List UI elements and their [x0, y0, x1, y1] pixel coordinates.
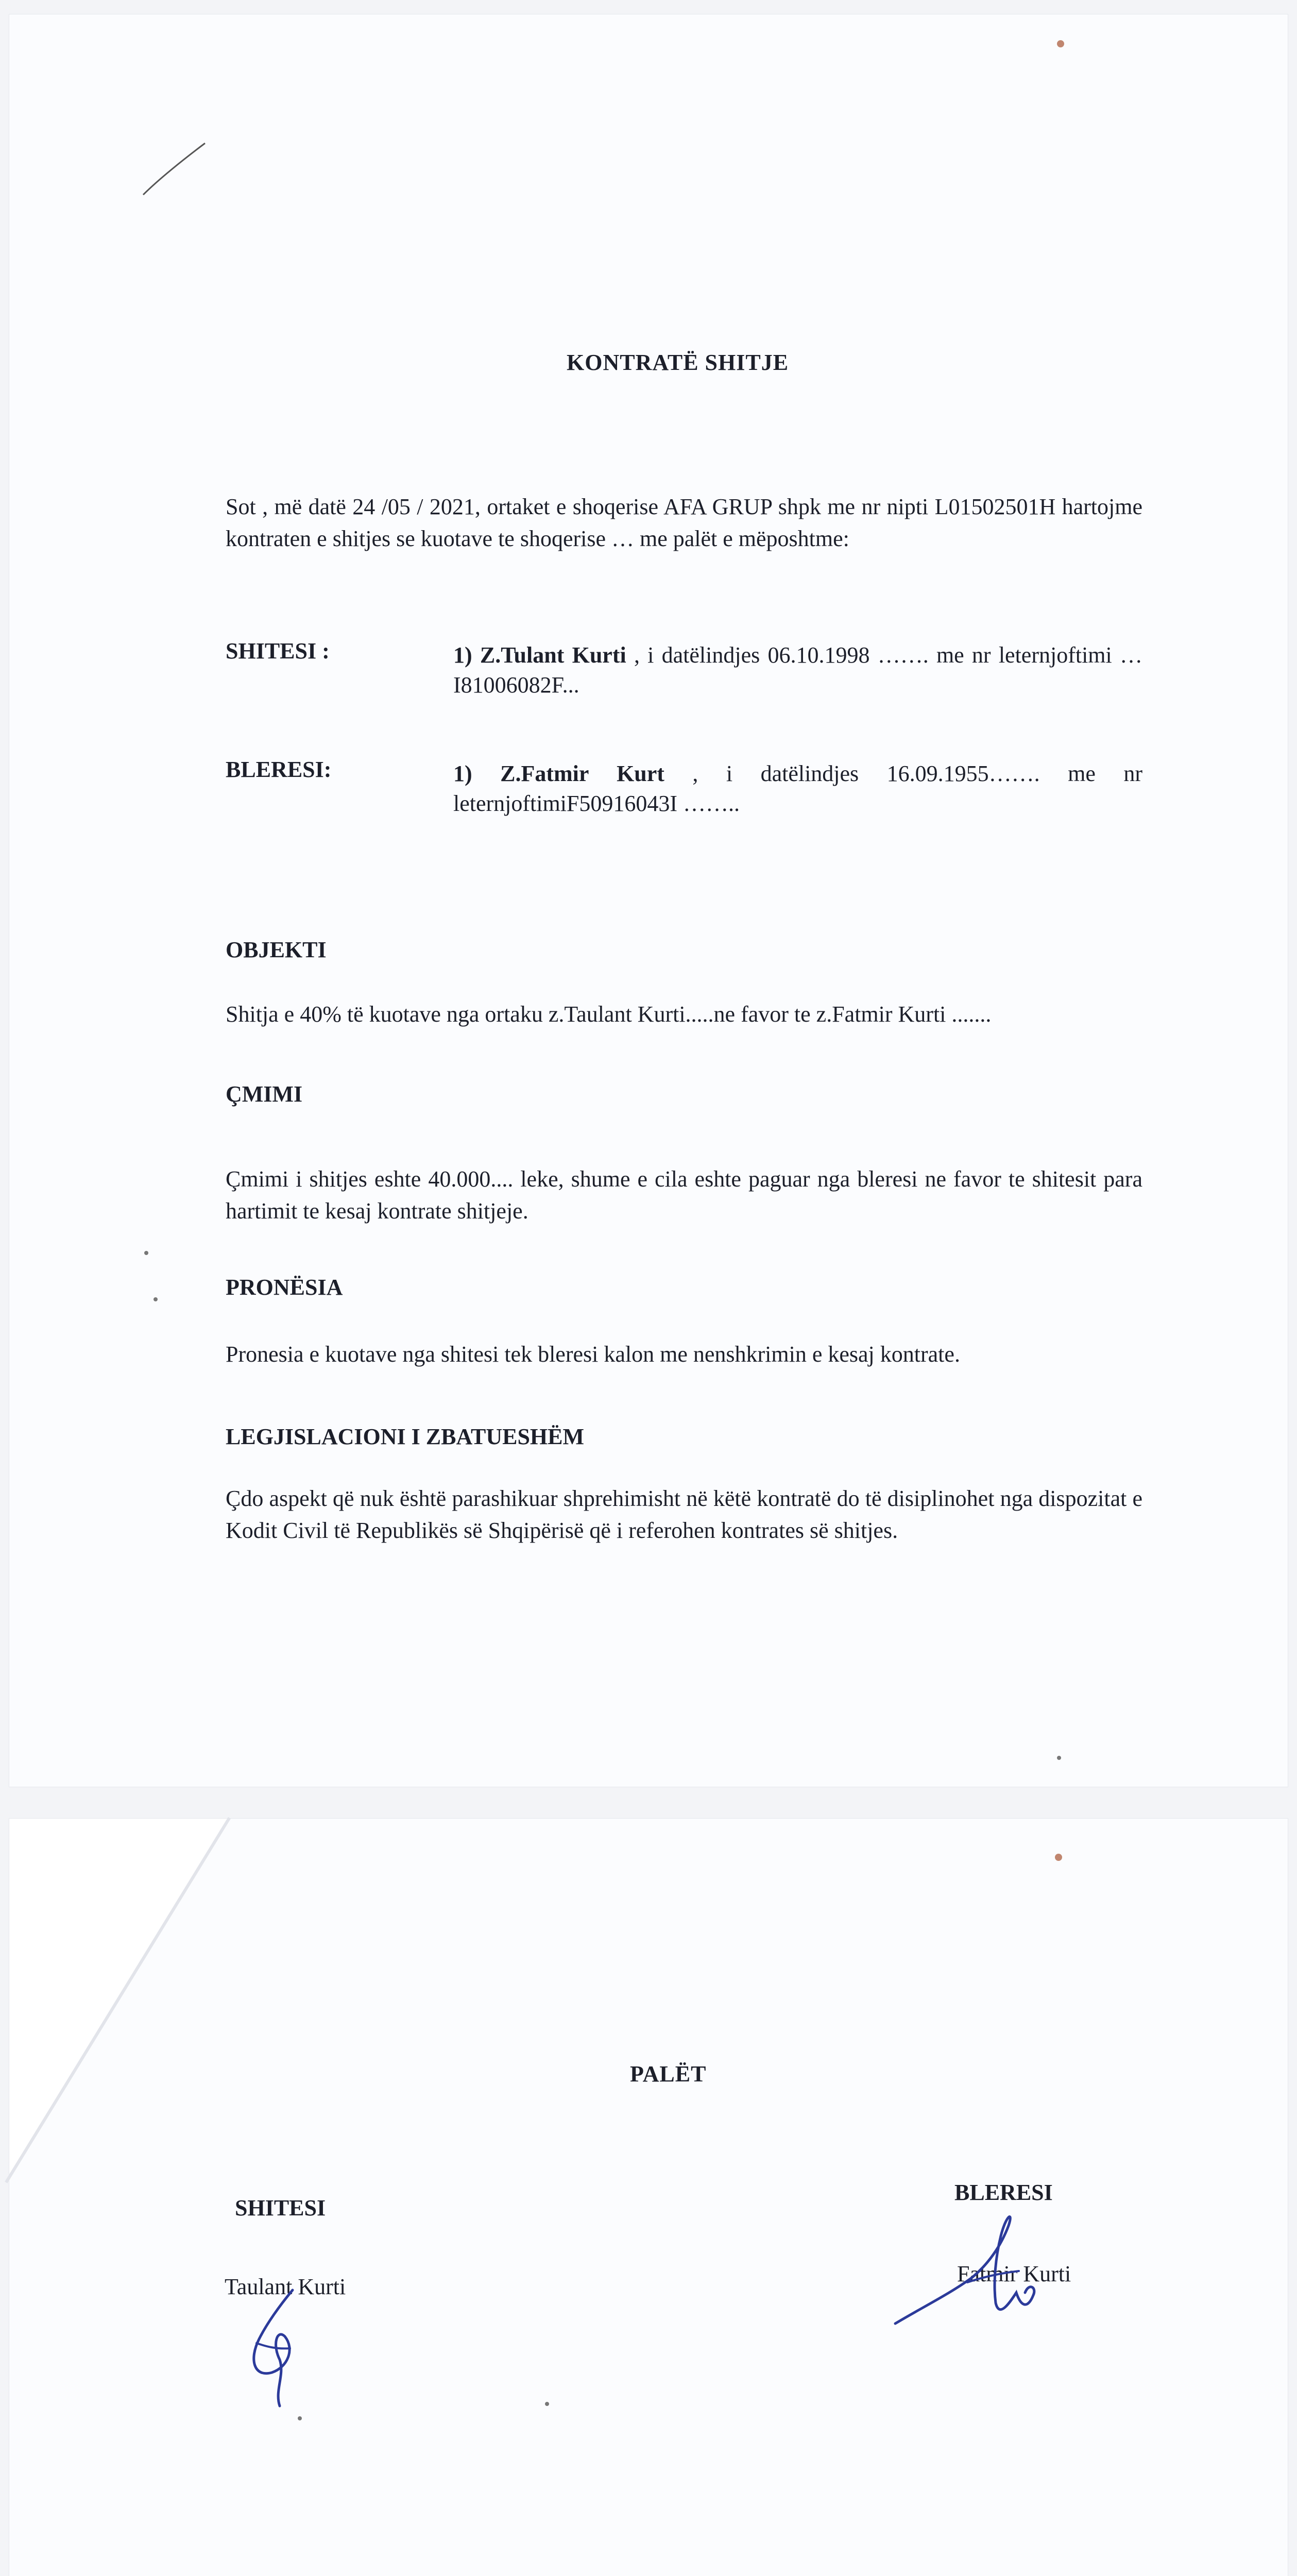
intro-paragraph: Sot , më datë 24 /05 / 2021, ortaket e shoqerise AFA GRUP shpk me nr nipti L01502501H hartojme kontraten e shitjes se kuotave te shoqerise … me palët e mëposhtme:: [226, 494, 1142, 551]
buyer-info: , i datëlindjes 16.09.1955……. me nr leternjoftimiF50916043I ……..: [453, 761, 1142, 816]
section-heading-legjislacioni: LEGJISLACIONI I ZBATUESHËM: [226, 1424, 585, 1449]
section-heading-cmimi: ÇMIMI: [226, 1081, 303, 1107]
section-heading-pronesia: PRONËSIA: [226, 1275, 343, 1300]
section-heading-objekti: OBJEKTI: [226, 937, 327, 962]
seller-name: 1) Z.Tulant Kurti: [453, 642, 626, 668]
paper-speck: [1057, 1756, 1061, 1760]
contract-title: KONTRATË SHITJE: [567, 350, 789, 375]
seller-label: SHITESI :: [226, 638, 330, 664]
section-text-objekti: Shitja e 40% të kuotave nga ortaku z.Taulant Kurti.....ne favor te z.Fatmir Kurti .......: [226, 1002, 992, 1027]
buyer-signature: [890, 2205, 1045, 2339]
buyer-name: 1) Z.Fatmir Kurt: [453, 761, 664, 786]
paper-speck: [1057, 40, 1064, 47]
seller-details: [453, 640, 1142, 700]
paper-speck: [144, 1251, 148, 1255]
buyer-label: BLERESI:: [226, 757, 332, 782]
buyer-details: [453, 759, 1142, 819]
buyer-signature-label: BLERESI: [954, 2180, 1053, 2205]
paper-speck: [545, 2402, 549, 2406]
signatures-title: PALËT: [630, 2061, 707, 2087]
section-text-cmimi: Çmimi i shitjes eshte 40.000.... leke, shume e cila eshte paguar nga bleresi ne favor te shitesit para hartimit te kesaj kontrate shitjeje.: [226, 1166, 1142, 1224]
paper-speck: [1055, 1854, 1062, 1861]
seller-info: , i datëlindjes 06.10.1998 ……. me nr leternjoftimi …I81006082F...: [453, 642, 1142, 698]
seller-signature-label: SHITESI: [235, 2195, 326, 2221]
pen-mark: [138, 138, 210, 200]
section-text-legjislacioni: Çdo aspekt që nuk është parashikuar shprehimisht në këtë kontratë do të disiplinohet nga dispozitat e Kodit Civil të Republikës së Shqipërisë që i referohen kontrates së shitjes.: [226, 1486, 1142, 1543]
paper-speck: [298, 2416, 302, 2420]
contract-page-1: [9, 14, 1288, 1787]
paper-speck: [153, 1297, 158, 1301]
buyer-signatory-name: Fatmir Kurti: [957, 2261, 1071, 2286]
seller-signatory-name: Taulant Kurti: [225, 2274, 346, 2299]
seller-signature: [236, 2282, 329, 2416]
contract-page-2: [9, 1819, 1288, 2576]
section-text-pronesia: Pronesia e kuotave nga shitesi tek bleresi kalon me nenshkrimin e kesaj kontrate.: [226, 1342, 960, 1367]
